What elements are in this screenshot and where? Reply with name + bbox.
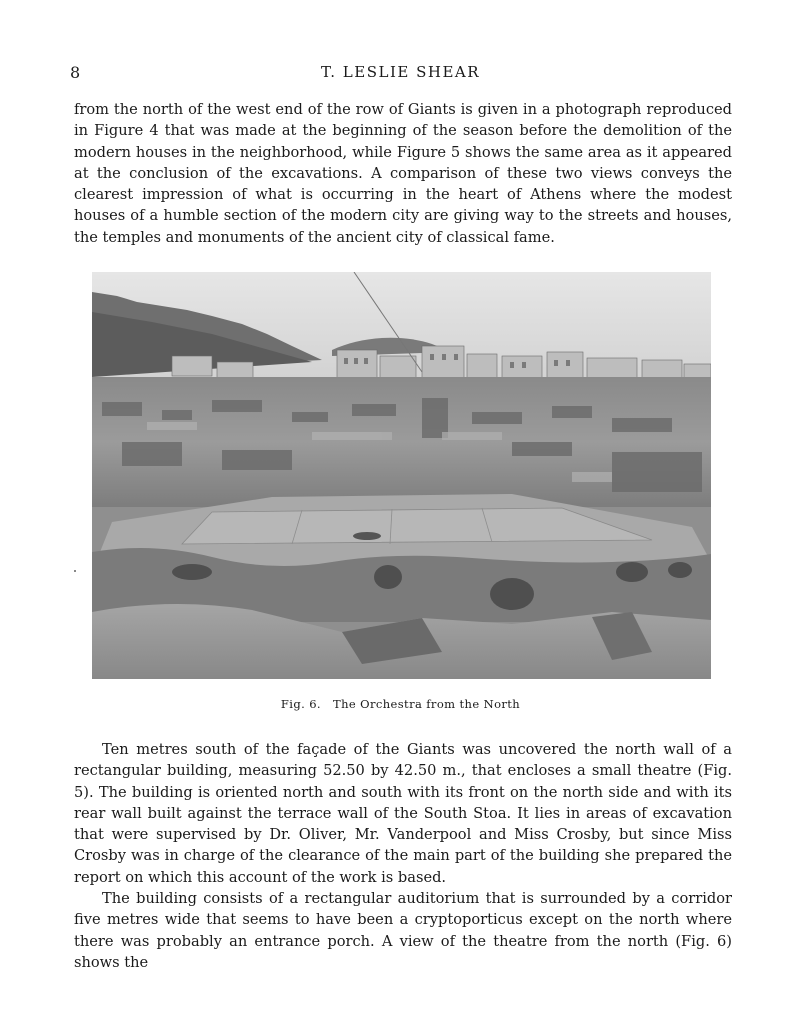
scan-speck <box>74 570 76 572</box>
figure-caption <box>0 697 801 711</box>
figure-label: Fig. 6. <box>280 697 321 711</box>
paragraph-1: from the north of the west end of the row of Giants is given in a photograph reproduced in Figure 4 that was made at the beginning of the season before the demolition of the modern houses in the neighborhood, while Figure 5 shows the same area as it appeared at the conclusion of the excavations. A comparison of these two views conveys the clearest impression of what is occurring in the heart of Athens where the modest houses of a humble section of the modern city are giving way to the streets and houses, the temples and monuments of the ancient city of classical fame. <box>74 101 732 246</box>
page-number: 8 <box>70 63 81 82</box>
paragraph-3: The building consists of a rectangular auditorium that is surrounded by a corridor five metres wide that seems to have been a cryptoporticus except on the north where there was probably an entrance porch. A view of the theatre from the north (Fig. 6) shows the <box>74 890 732 971</box>
figure-caption-text: The Orchestra from the North <box>333 697 521 711</box>
paragraph-2: Ten metres south of the façade of the Giants was uncovered the north wall of a rectangular building, measuring 52.50 by 42.50 m., that encloses a small theatre (Fig. 5). The building is oriented north and south with its front on the north side and with its rear wall built against the terrace wall of the South Stoa. It lies in areas of excavation that were supervised by Dr. Oliver, Mr. Vanderpool and Miss Crosby, but since Miss Crosby was in charge of the clearance of the main part of the building she prepared the report on which this account of the work is based. <box>74 741 732 886</box>
figure-photograph <box>92 272 711 679</box>
running-title: T. LESLIE SHEAR <box>320 63 481 81</box>
